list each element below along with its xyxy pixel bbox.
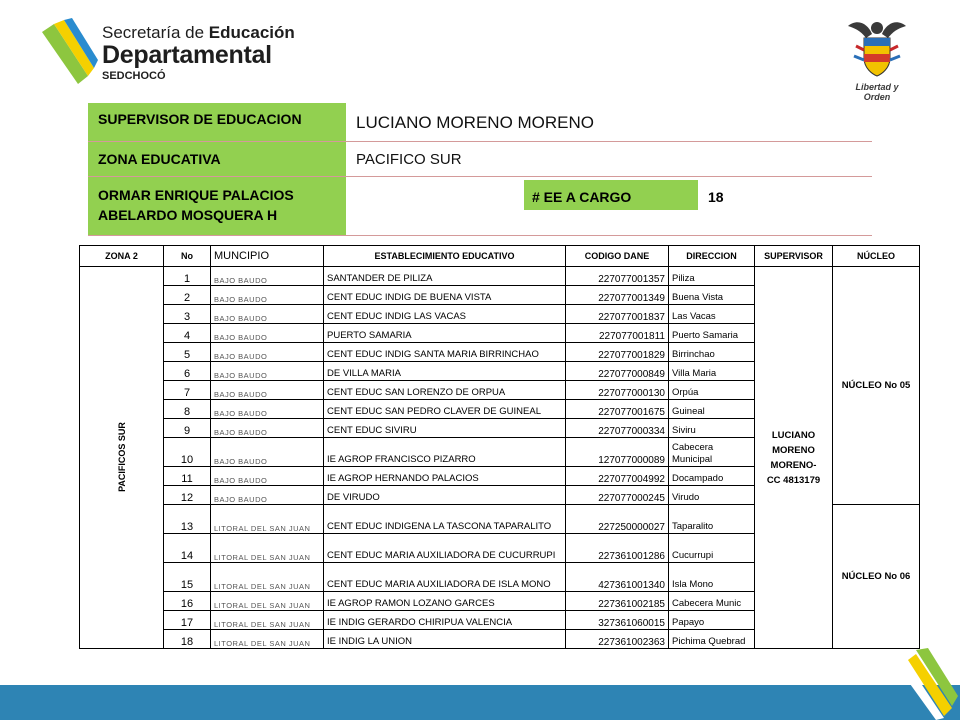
row-establecimiento: IE INDIG LA UNION [324,630,566,649]
zona-value: PACIFICO SUR [356,151,462,168]
row-number: 1 [164,267,211,286]
row-direccion: Puerto Samaria [669,324,755,343]
names-line1: ORMAR ENRIQUE PALACIOS [98,187,294,203]
supervisor-line2: MORENO [772,444,815,456]
row-direccion: Cabecera Municipal [669,438,755,467]
row-number: 12 [164,486,211,505]
row-direccion: Birrinchao [669,343,755,362]
row-establecimiento: CENT EDUC SAN PEDRO CLAVER DE GUINEAL [324,400,566,419]
header-establecimiento: ESTABLECIMIENTO EDUCATIVO [324,246,566,267]
row-codigo: 127077000089 [566,438,669,467]
header-codigo: CODIGO DANE [566,246,669,267]
row-establecimiento: CENT EDUC INDIG LAS VACAS [324,305,566,324]
supervisor-cell [755,267,833,649]
row-codigo: 227077000130 [566,381,669,400]
row-direccion: Docampado [669,467,755,486]
row-number: 18 [164,630,211,649]
cargo-label: # EE A CARGO [524,180,698,210]
row-establecimiento: CENT EDUC MARIA AUXILIADORA DE ISLA MONO [324,563,566,592]
footer-bar [0,685,960,720]
header-municipio: MUNCIPIO [211,246,324,267]
zona-label: ZONA EDUCATIVA [88,142,346,176]
row-direccion: Piliza [669,267,755,286]
row-municipio: LITORAL DEL SAN JUAN [211,534,324,563]
row-direccion: Siviru [669,419,755,438]
row-establecimiento: PUERTO SAMARIA [324,324,566,343]
header-direccion: DIRECCION [669,246,755,267]
header-no: No [164,246,211,267]
row-establecimiento: IE INDIG GERARDO CHIRIPUA VALENCIA [324,611,566,630]
header-nucleo: NÚCLEO [833,246,920,267]
row-codigo: 227077001357 [566,267,669,286]
row-municipio: BAJO BAUDO [211,400,324,419]
row-direccion: Buena Vista [669,286,755,305]
row-number: 9 [164,419,211,438]
row-establecimiento: CENT EDUC INDIG SANTA MARIA BIRRINCHAO [324,343,566,362]
row-establecimiento: DE VILLA MARIA [324,362,566,381]
row-number: 10 [164,438,211,467]
nucleo-06-cell: NÚCLEO No 06 [833,505,920,649]
info-row-names [88,177,872,236]
row-municipio: BAJO BAUDO [211,419,324,438]
row-number: 2 [164,286,211,305]
header-zona: ZONA 2 [80,246,164,267]
row-codigo: 227077001675 [566,400,669,419]
row-codigo: 227077000245 [566,486,669,505]
row-direccion: Isla Mono [669,563,755,592]
row-direccion: Virudo [669,486,755,505]
row-codigo: 227361002363 [566,630,669,649]
row-codigo: 227077001811 [566,324,669,343]
row-municipio: LITORAL DEL SAN JUAN [211,630,324,649]
supervisor-line4: CC 4813179 [766,474,821,486]
row-municipio: BAJO BAUDO [211,286,324,305]
row-number: 11 [164,467,211,486]
row-municipio: BAJO BAUDO [211,486,324,505]
row-establecimiento: IE AGROP FRANCISCO PIZARRO [324,438,566,467]
row-direccion: Las Vacas [669,305,755,324]
row-codigo: 227250000027 [566,505,669,534]
supervisor-line1: LUCIANO [771,429,816,441]
row-municipio: LITORAL DEL SAN JUAN [211,505,324,534]
row-establecimiento: CENT EDUC SAN LORENZO DE ORPUA [324,381,566,400]
row-codigo: 227077001829 [566,343,669,362]
row-codigo: 227077000334 [566,419,669,438]
row-municipio: BAJO BAUDO [211,324,324,343]
row-municipio: LITORAL DEL SAN JUAN [211,592,324,611]
row-number: 14 [164,534,211,563]
seal-motto: Libertad y Orden [855,82,899,102]
names-cell [88,177,346,235]
row-municipio: LITORAL DEL SAN JUAN [211,563,324,592]
row-establecimiento: CENT EDUC INDIG DE BUENA VISTA [324,286,566,305]
sedchoco-logo [40,18,300,90]
row-codigo: 227077001837 [566,305,669,324]
row-codigo: 227361002185 [566,592,669,611]
row-establecimiento: IE AGROP HERNANDO PALACIOS [324,467,566,486]
row-codigo: 327361060015 [566,611,669,630]
supervisor-line3: MORENO- [770,459,817,471]
row-municipio: BAJO BAUDO [211,267,324,286]
row-number: 13 [164,505,211,534]
row-number: 7 [164,381,211,400]
row-direccion: Villa Maria [669,362,755,381]
logo-stripes-icon [40,18,102,90]
row-direccion: Guineal [669,400,755,419]
supervisor-info [88,103,872,236]
row-number: 17 [164,611,211,630]
row-direccion: Taparalito [669,505,755,534]
row-direccion: Orpúa [669,381,755,400]
header-supervisor: SUPERVISOR [755,246,833,267]
row-direccion: Papayo [669,611,755,630]
row-number: 8 [164,400,211,419]
row-codigo: 227361001286 [566,534,669,563]
row-number: 4 [164,324,211,343]
row-establecimiento: CENT EDUC INDIGENA LA TASCONA TAPARALITO [324,505,566,534]
row-municipio: BAJO BAUDO [211,381,324,400]
row-codigo: 427361001340 [566,563,669,592]
logo-line2: Departamental [102,41,272,69]
row-establecimiento: DE VIRUDO [324,486,566,505]
names-line2: ABELARDO MOSQUERA H [98,207,278,223]
row-number: 5 [164,343,211,362]
cargo-value: 18 [708,189,724,205]
info-row-zona [88,142,872,177]
row-codigo: 227077000849 [566,362,669,381]
logo-line1: Secretaría de Educación [102,23,295,42]
table-header-row [80,246,920,267]
supervisor-value: LUCIANO MORENO MORENO [356,113,595,132]
row-number: 15 [164,563,211,592]
corner-stripes-icon [898,648,960,720]
row-municipio: BAJO BAUDO [211,343,324,362]
row-direccion: Pichima Quebrad [669,630,755,649]
row-municipio: BAJO BAUDO [211,438,324,467]
row-codigo: 227077004992 [566,467,669,486]
row-number: 6 [164,362,211,381]
row-establecimiento: SANTANDER DE PILIZA [324,267,566,286]
supervisor-label: SUPERVISOR DE EDUCACION [88,103,346,141]
row-direccion: Cabecera Munic [669,592,755,611]
schools-table [79,245,920,649]
row-direccion: Cucurrupi [669,534,755,563]
row-municipio: BAJO BAUDO [211,467,324,486]
row-municipio: LITORAL DEL SAN JUAN [211,611,324,630]
nucleo-05-cell: NÚCLEO No 05 [833,267,920,505]
row-number: 3 [164,305,211,324]
row-establecimiento: IE AGROP RAMON LOZANO GARCES [324,592,566,611]
logo-line3: SEDCHOCÓ [102,70,166,82]
row-codigo: 227077001349 [566,286,669,305]
table-row [80,267,920,286]
row-establecimiento: CENT EDUC MARIA AUXILIADORA DE CUCURRUPI [324,534,566,563]
row-municipio: BAJO BAUDO [211,362,324,381]
info-row-supervisor [88,103,872,142]
row-establecimiento: CENT EDUC SIVIRU [324,419,566,438]
row-number: 16 [164,592,211,611]
zone-name: PACIFICOS SUR [116,422,127,492]
zone-cell [80,267,164,649]
row-municipio: BAJO BAUDO [211,305,324,324]
